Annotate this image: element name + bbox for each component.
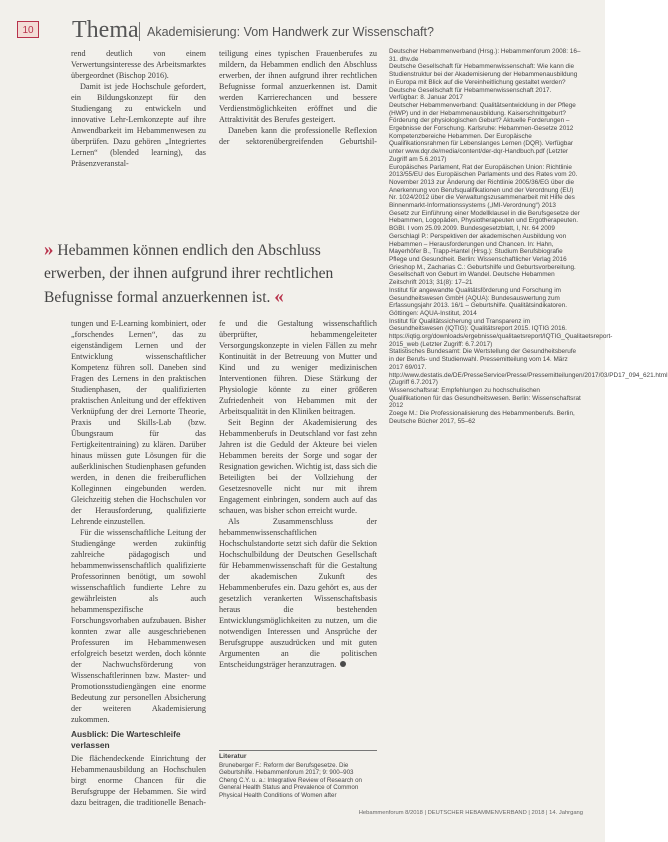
end-mark-icon [340, 661, 346, 667]
page-footer: Hebammenforum 8/2018 | DEUTSCHER HEBAMMENVERBAND | 2018 | 14. Jahrgang [358, 810, 583, 816]
reference-entry: Grieshop M., Zacharias C.: Geburtshilfe und Geburtsvorbereitung. Gesellschaft von Geburt im Wandel. Deutsche Hebammen Zeitschrift 2013; 31(8): 17–21 [389, 263, 576, 287]
reference-entry: Cheng C.Y. u. a.: Integrative Review of Research on General Health Status and Prevalence of Common Physical Health Conditions of Women after [219, 776, 362, 799]
literature-box [219, 750, 377, 808]
section-subheading: Ausblick: Die Warteschleife verlassen [71, 729, 181, 750]
column-2-top [219, 48, 377, 164]
quote-close-mark: « [274, 286, 284, 307]
reference-entry: Bruneberger F.: Reform der Berufsgesetze. Die Geburtshilfe. Hebammenforum 2017; 9: 900–903 [219, 761, 354, 777]
reference-entry: Kompetenzbereiche Hebammen. Der Europäische Qualifikationsrahmen für Lebenslanges Lernen (DQR). Verfügbar unter www.dqr.de/media/content/der-dqr-Handbuch.pdf (Letzter Zugriff am 5.6.2017) [389, 132, 574, 163]
reference-entry: Statistisches Bundesamt: Die Wertstellung der Gesundheitsberufe in der Berufs- und Studienwahl. Pressemitteilung vom 14. März 2017 69/017. http://www.destatis.de/DE/PresseService/Presse/Pressemitteilungen/2017/03/PD17_094_621.html (Zugriff 6.7.2017) [389, 348, 668, 387]
pull-quote-line [44, 285, 384, 309]
references-column [389, 48, 668, 593]
reference-entry: Deutscher Hebammenverband: Qualitätsentwicklung in der Pflege (HWP) und in der Hebammenausbildung. Kaiserschnittgeburt? Förderung der physiologischen Geburt? Aktuelle Forderungen – Ergebnisse der Forschung. Karlsruhe: Hebammen-Gesetze 2012 [389, 101, 576, 133]
paragraph: fe und die Gestaltung wissenschaftlich überprüfter, hebammengeleiteter Versorgungskonzepte in vielen Fällen zu mehr Kontinuität in der Betreuung von Mutter und Kind und zu weniger medizinischen Interventionen führen. Diese Stärkung der Physiologie könnte zu einer größeren Zufriedenheit von Hebammen mit der Arbeitsqualität in den Kliniken beitragen. [219, 319, 377, 416]
paragraph-last [219, 516, 377, 670]
column-1-top [71, 48, 206, 168]
reference-entry: Gesetz zur Einführung einer Modellklausel in die Berufsgesetze der Hebammen, Logopäden, Physiotherapeuten und Ergotherapeuten. BGBl. I vom 25.09.2009. Bundesgesetzblatt, I, Nr. 64 2009 [389, 209, 580, 233]
paragraph: Seit Beginn der Akademisierung des Hebammenberufs in Deutschland vor fast zehn Jahren ist die Geduld der Akteure bei vielen Hebammen bereits der Sorge und sogar der Resignation gewichen. Wichtig ist, dass sich die Beteiligten bei der Vollziehung der Gesetzesnovelle nicht nur mit ihrem Engagement einbringen, sondern auch auf das schauen, was bisher schon erreicht wurde. [219, 418, 377, 515]
page-number: 10 [17, 21, 39, 38]
pull-quote-line [44, 238, 384, 262]
reference-entry: Wissenschaftsrat: Empfehlungen zu hochschulischen Qualifikationen für das Gesundheitswesen. Berlin: Wissenschaftsrat 2012 [389, 386, 581, 410]
reference-entry: Zoege M.: Die Professionalisierung des Hebammenberufs. Berlin, Deutsche Bücher 2017, 55–62 [389, 410, 575, 425]
reference-entry: Deutsche Gesellschaft für Hebammenwissenschaft: Wie kann die Studienstruktur bei der Akademisierung der Hebammenausbildung in Europa mit Blick auf die Vereinheitlichung gestaltet werden? Deutsche Gesellschaft für Hebammenwissenschaft 2017. Verfügbar: 8. Januar 2017 [389, 63, 578, 102]
column-2-bottom [219, 318, 377, 746]
pull-quote [44, 238, 384, 312]
header-divider [139, 22, 140, 41]
quote-open-mark: » [44, 239, 54, 260]
pull-quote-text: erwerben, der ihnen aufgrund ihrer rechtlichen [44, 265, 334, 282]
pull-quote-line [44, 262, 384, 285]
pull-quote-text: Befugnisse formal anzuerkennen ist. [44, 289, 271, 306]
paragraph: rend deutlich von einem Verwertungsinteresse des Arbeitsmarktes übergeordnet (Bischop 2016). [71, 49, 206, 80]
reference-entry: Institut für angewandte Qualitätsförderung und Forschung im Gesundheitswesen GmbH (AQUA): Bundesauswertung zum Erfassungsjahr 2013. 16/1 – Geburtshilfe. Qualitätsindikatoren. Göttingen: AQUA-Institut, 2014 [389, 286, 567, 317]
reference-entry: Institut für Qualitätssicherung und Transparenz im Gesundheitswesen (IQTIG): Qualitätsreport 2015. IQTIG 2016. https://iqtig.org/downloads/ergebnisse/qualitaetsreport/IQTIG_Qualitaetsreport-2015_web (Letzter Zugriff: 6.7.2017) [389, 317, 613, 348]
paragraph: tungen und E-Learning kombiniert, oder „forschendes Lernen“, das zu eigenständigem Lernen und der Entwicklung wissenschaftlicher Kompetenz führen soll. Daneben sind Fragen des Lernens in den praktischen Studienphasen, der qualifizierten praktischen Anleitung und der effektiven Verknüpfung der drei Lernorte Theorie, Praxis und Skills-Lab (bzw. Übungsraum für das Fertigkeitentraining) zu klären. Darüber hinaus müssen gute Lösungen für die außerklinischen Studienphasen gefunden werden, in denen die freiberuflichen Kolleginnen eingebunden werden. Gleichzeitig stehen die Hochschulen vor der Herausforderung, qualifizierte Lehrende einzustellen. [71, 319, 206, 526]
reference-entry: Deutscher Hebammenverband (Hrsg.): Hebammenforum 2008: 16–31. dhv.de [389, 48, 581, 63]
literature-heading: Literatur [219, 753, 247, 760]
section-title: Thema [72, 17, 139, 43]
paragraph: Die flächendeckende Einrichtung der Hebammenausbildung an Hochschulen birgt enorme Chancen für die Berufsgruppe der Hebammen. Sie wird dazu beitragen, die traditionelle Benach- [71, 754, 206, 807]
paragraph-text: Als Zusammenschluss der hebammenwissenschaftlichen Hochschulstandorte setzt sich dafür die Sektion Hochschulbildung der Deutschen Gesellschaft für Hebammenwissenschaft für die Gestaltung der akademischen Zukunft des Hebammenberufes ein. Dazu gehört es, aus der gesetzlich verankerten Wissenschaftsbasis heraus die bestehenden Entwicklungsmöglichkeiten zu nutzen, um die notwendigen Interessen und Ansprüche der Berufsgruppe auszudrücken und mit guten Argumenten an die politischen Entscheidungsträger heranzutragen. [219, 517, 377, 669]
paragraph: Daneben kann die professionelle Reflexion der sektorenübergreifenden Geburtshil- [219, 126, 377, 146]
paragraph: Für die wissenschaftliche Leitung der Studiengänge werden zukünftig zahlreiche pädagogisch und hebammenwissenschaftlich qualifizierte Professorinnen benötigt, um sowohl wissenschaftlich fundierte Lehre zu gewährleisten als auch hebammenspezifische Forschungsvorhaben aufzubauen. Bisher konnten zwar alle ausgeschriebenen Professuren im Hebammenwesen erfolgreich besetzt werden, doch könnte der Nachwuchsförderung von Wissenschaftlerinnen bzw. Master- und Promotionsstudiengängen eine enorme Bedeutung zur personellen Absicherung der weiteren Akademisierung zukommen. [71, 528, 206, 724]
article-title: Akademisierung: Vom Handwerk zur Wissenschaft? [147, 25, 434, 39]
reference-entry: Europäisches Parlament, Rat der Europäischen Union: Richtlinie 2013/55/EU des Europäischen Parlaments und des Rates vom 20. November 2013 zur Änderung der Richtlinie 2005/36/EG über die Anerkennung von Berufsqualifikationen und der Verordnung (EU) Nr. 1024/2012 über die Verwaltungszusammenarbeit mit Hilfe des Binnenmarkt-Informationssystems („IMI-Verordnung“) 2013 [389, 163, 578, 210]
paragraph: teiligung eines typischen Frauenberufes zu mildern, da Hebammen endlich den Abschluss erwerben, der ihnen aufgrund ihrer rechtlichen Befugnisse formal anzuerkennen ist. Damit werden Karrierechancen und bessere Verdienstmöglichkeiten eröffnet und die Attraktivität des Berufes gesteigert. [219, 49, 377, 124]
reference-entry: Gerschlagl P.: Perspektiven der akademischen Ausbildung von Hebammen – Herausforderungen und Chancen. In: Hahn, Mayerhöfer B., Trapp-Hantel (Hrsg.): Studium Berufsbiografie Pflege und Gesundheit. Berlin: Wissenschaftlicher Verlag 2016 [389, 232, 567, 263]
column-1-bottom [71, 318, 206, 810]
paragraph: Damit ist jede Hochschule gefordert, ein Bildungskonzept für den Studiengang zu entwickeln und innovative Lehr-Lernkonzepte auf ihre Anwendbarkeit im Hebammenwesen zu überprüfen. Dazu gehören „Integriertes Lernen“ (blended learning), das Präsenzveranstal- [71, 82, 206, 168]
pull-quote-text: Hebammen können endlich den Abschluss [57, 242, 321, 259]
